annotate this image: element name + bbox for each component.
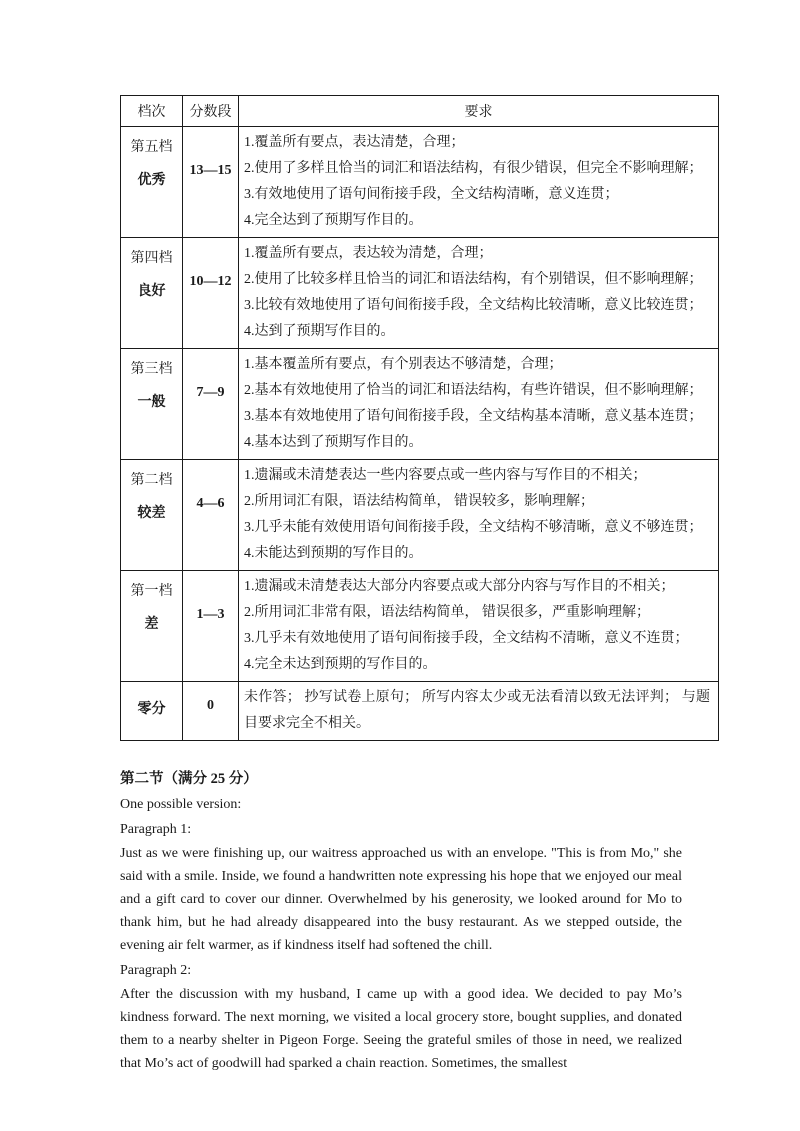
table-row-zero bbox=[121, 682, 719, 741]
level-name: 第一档 bbox=[130, 584, 173, 599]
requirement-line: 4.完全达到了预期写作目的。 bbox=[244, 213, 423, 228]
version-label: One possible version: bbox=[120, 797, 242, 812]
requirement-line: 4.基本达到了预期写作目的。 bbox=[244, 435, 423, 450]
requirement-line: 2.所用词汇非常有限，语法结构简单， 错误很多，严重影响理解； bbox=[244, 605, 650, 620]
requirement-line: 1.覆盖所有要点，表达较为清楚，合理； bbox=[244, 246, 493, 261]
level-grade: 一般 bbox=[137, 395, 166, 410]
requirement-line: 1.覆盖所有要点，表达清楚，合理； bbox=[244, 135, 465, 150]
score-range: 7—9 bbox=[196, 385, 225, 400]
section-title: 第二节（满分 25 分） bbox=[120, 771, 258, 787]
requirement-line: 2.使用了多样且恰当的词汇和语法结构，有很少错误，但完全不影响理解； bbox=[244, 161, 703, 176]
table-row-band5 bbox=[121, 127, 719, 238]
requirement-line: 2.使用了比较多样且恰当的词汇和语法结构，有个别错误，但不影响理解； bbox=[244, 272, 703, 287]
paragraph1-text: Just as we were finishing up, our waitress approached us with an envelope. "This is from Mo," she said with a smile. Inside, we found a handwritten note expressing his hope that we enjoyed our meal and a gift card to cover our dinner. Overwhelmed by his generosity, we looked around for Mo to thank him, but he had already disappeared into the busy restaurant. As we stepped outside, the evening air felt warmer, as if kindness itself had softened the chill. bbox=[120, 846, 682, 953]
requirement-line: 3.比较有效地使用了语句间衔接手段，全文结构比较清晰，意义比较连贯； bbox=[244, 298, 703, 313]
paragraph2-text: After the discussion with my husband, I came up with a good idea. We decided to pay Mo’s kindness forward. The next morning, we visited a local grocery store, bought supplies, and donated them to a nearby shelter in Pigeon Forge. Seeing the grateful smiles of those in need, we realized that Mo’s act of goodwill had sparked a chain reaction. Sometimes, the smallest bbox=[120, 987, 682, 1071]
table-row-band1 bbox=[121, 571, 719, 682]
level-grade: 较差 bbox=[137, 506, 166, 521]
score-range: 0 bbox=[207, 698, 214, 713]
answer-section bbox=[120, 767, 682, 1075]
table-row-band2 bbox=[121, 460, 719, 571]
requirement-line: 4.完全未达到预期的写作目的。 bbox=[244, 657, 437, 672]
level-grade: 差 bbox=[144, 617, 159, 632]
paragraph1-label: Paragraph 1: bbox=[120, 822, 192, 837]
col-header-score: 分数段 bbox=[183, 96, 239, 127]
requirement-line: 3.几乎未有效地使用了语句间衔接手段，全文结构不清晰，意义不连贯； bbox=[244, 631, 689, 646]
requirement-line: 4.未能达到预期的写作目的。 bbox=[244, 546, 423, 561]
level-name: 第五档 bbox=[130, 140, 173, 155]
level-grade: 优秀 bbox=[137, 173, 166, 188]
table-row-band4 bbox=[121, 238, 719, 349]
level-name: 第三档 bbox=[130, 362, 173, 377]
requirement-line: 未作答； 抄写试卷上原句； 所写内容太少或无法看清以致无法评判； 与题目要求完全不相关。 bbox=[244, 690, 710, 731]
score-range: 13—15 bbox=[189, 163, 232, 178]
level-name: 第二档 bbox=[130, 473, 173, 488]
grading-rubric-table bbox=[120, 95, 719, 741]
requirement-line: 2.所用词汇有限，语法结构简单， 错误较多，影响理解； bbox=[244, 494, 594, 509]
requirement-line: 3.几乎未能有效使用语句间衔接手段，全文结构不够清晰，意义不够连贯； bbox=[244, 520, 703, 535]
requirement-line: 2.基本有效地使用了恰当的词汇和语法结构，有些许错误，但不影响理解； bbox=[244, 383, 703, 398]
table-header-row bbox=[121, 96, 719, 127]
requirement-line: 3.基本有效地使用了语句间衔接手段，全文结构基本清晰，意义基本连贯； bbox=[244, 409, 703, 424]
requirement-line: 1.遗漏或未清楚表达大部分内容要点或大部分内容与写作目的不相关； bbox=[244, 579, 675, 594]
score-range: 1—3 bbox=[196, 607, 225, 622]
paragraph2-label: Paragraph 2: bbox=[120, 963, 192, 978]
score-range: 10—12 bbox=[189, 274, 232, 289]
score-range: 4—6 bbox=[196, 496, 225, 511]
col-header-level: 档次 bbox=[121, 96, 183, 127]
requirement-line: 4.达到了预期写作目的。 bbox=[244, 324, 395, 339]
level-name: 第四档 bbox=[130, 251, 173, 266]
table-row-band3 bbox=[121, 349, 719, 460]
level-name: 零分 bbox=[137, 702, 166, 717]
level-grade: 良好 bbox=[137, 284, 166, 299]
col-header-requirement: 要求 bbox=[239, 96, 719, 127]
requirement-line: 1.遗漏或未清楚表达一些内容要点或一些内容与写作目的不相关； bbox=[244, 468, 647, 483]
requirement-line: 1.基本覆盖所有要点，有个别表达不够清楚，合理； bbox=[244, 357, 563, 372]
requirement-line: 3.有效地使用了语句间衔接手段，全文结构清晰，意义连贯； bbox=[244, 187, 619, 202]
